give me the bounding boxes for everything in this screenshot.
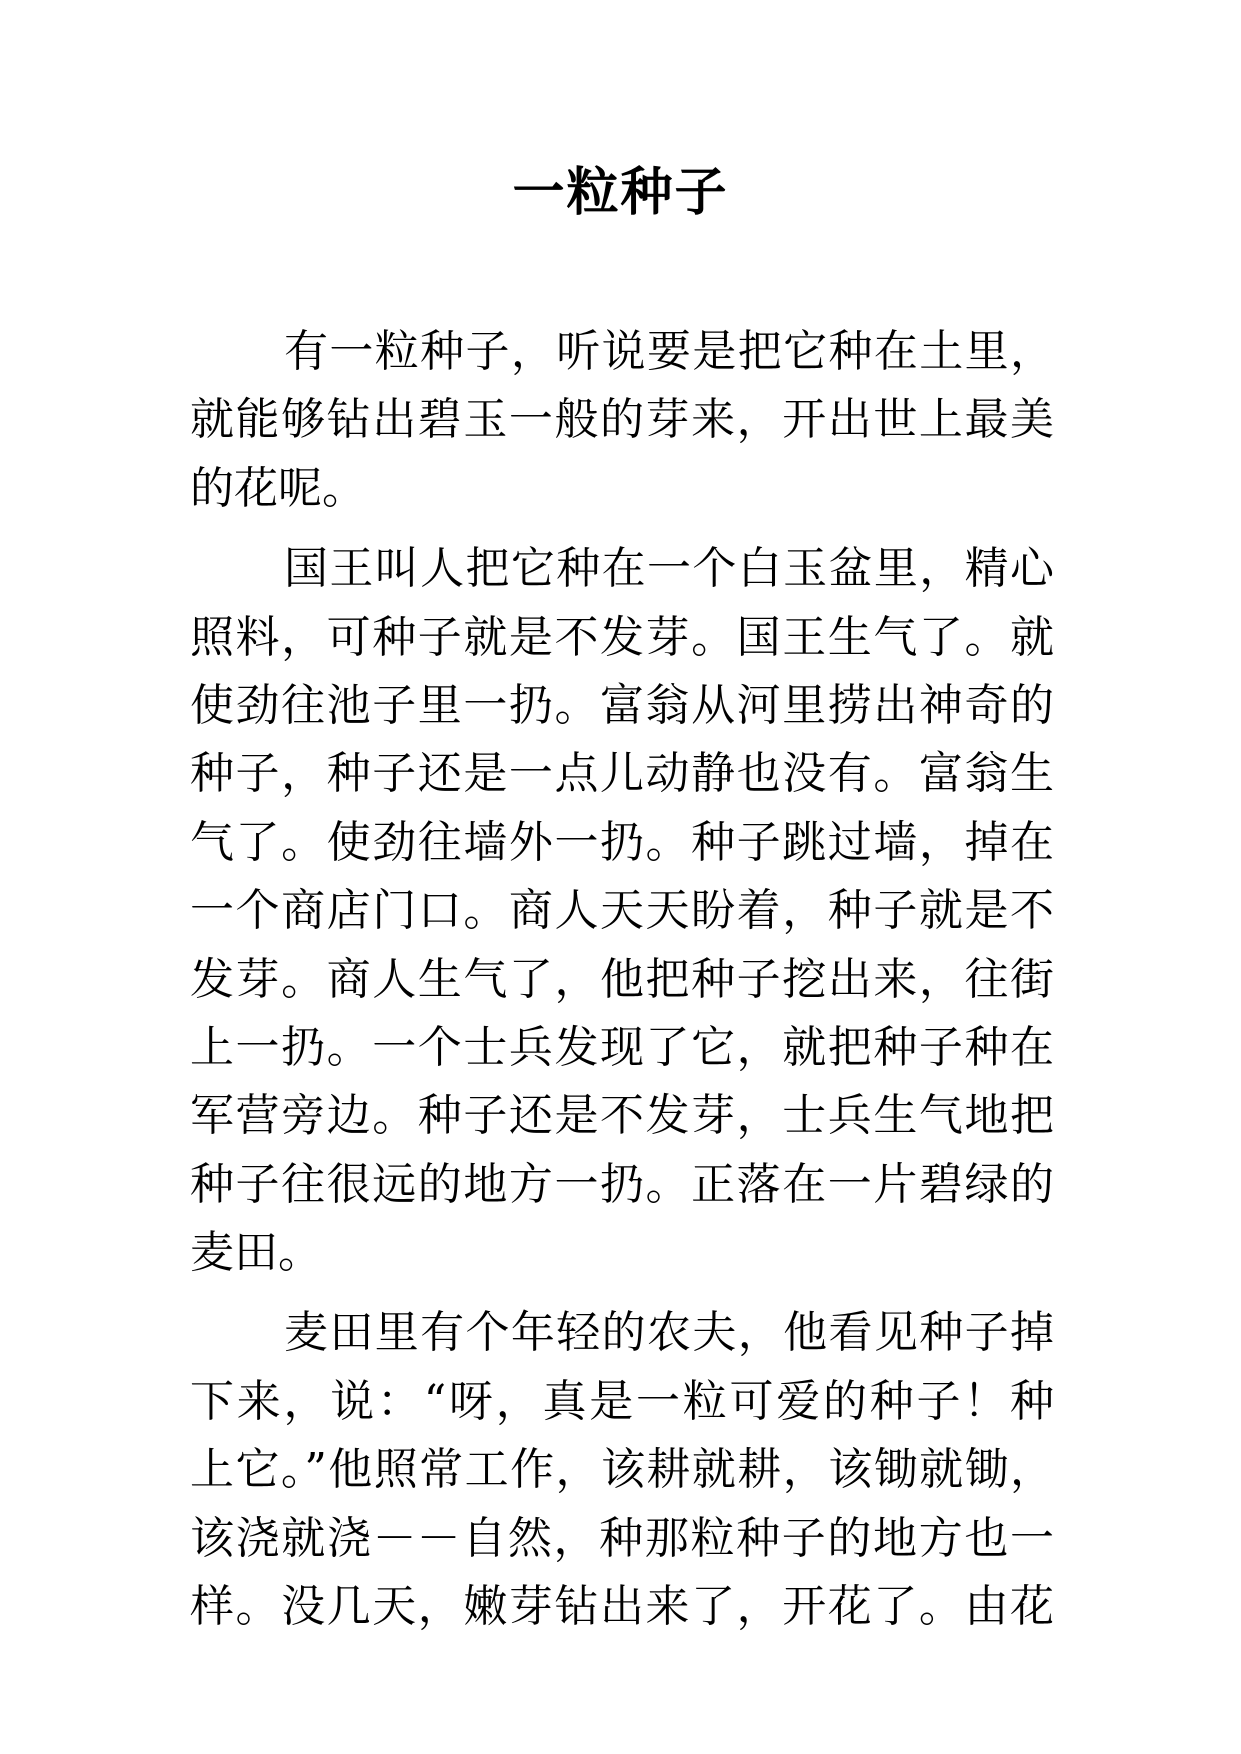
document-body	[190, 318, 1054, 1641]
text-line: 使劲往池子里一扔。富翁从河里捞出神奇的	[190, 679, 1054, 731]
text-line: 照料，可种子就是不发芽。国王生气了。就	[190, 611, 1054, 663]
text-line: 国王叫人把它种在一个白玉盆里，精心	[284, 543, 1054, 595]
text-line: 军营旁边。种子还是不发芽，士兵生气地把	[190, 1090, 1054, 1142]
text-line: 一个商店门口。商人天天盼着，种子就是不	[190, 885, 1054, 937]
paragraph-2	[190, 535, 1054, 1287]
paragraph-3	[190, 1299, 1054, 1641]
text-line: 上它。”他照常工作，该耕就耕，该锄就锄，	[190, 1444, 1054, 1496]
text-line: 麦田。	[190, 1227, 322, 1279]
text-line: 的花呢。	[190, 462, 366, 514]
text-line: 发芽。商人生气了，他把种子挖出来，往街	[190, 953, 1054, 1005]
text-line: 该浇就浇－－自然，种那粒种子的地方也一	[190, 1512, 1054, 1564]
text-line: 气了。使劲往墙外一扔。种子跳过墙，掉在	[190, 816, 1054, 868]
text-line: 种子，种子还是一点儿动静也没有。富翁生	[190, 748, 1054, 800]
text-line: 样。没几天，嫩芽钻出来了，开花了。由花	[190, 1581, 1054, 1633]
text-line: 上一扔。一个士兵发现了它，就把种子种在	[190, 1021, 1054, 1073]
text-line: 有一粒种子，听说要是把它种在土里，	[284, 326, 1054, 377]
text-line: 下来，说：“呀，真是一粒可爱的种子！种	[190, 1375, 1054, 1427]
paragraph-1	[190, 318, 1054, 523]
text-line: 种子往很远的地方一扔。正落在一片碧绿的	[190, 1158, 1054, 1210]
document-title: 一粒种子	[512, 162, 729, 223]
text-line: 麦田里有个年轻的农夫，他看见种子掉	[284, 1307, 1054, 1359]
text-line: 就能够钻出碧玉一般的芽来，开出世上最美	[190, 394, 1054, 446]
